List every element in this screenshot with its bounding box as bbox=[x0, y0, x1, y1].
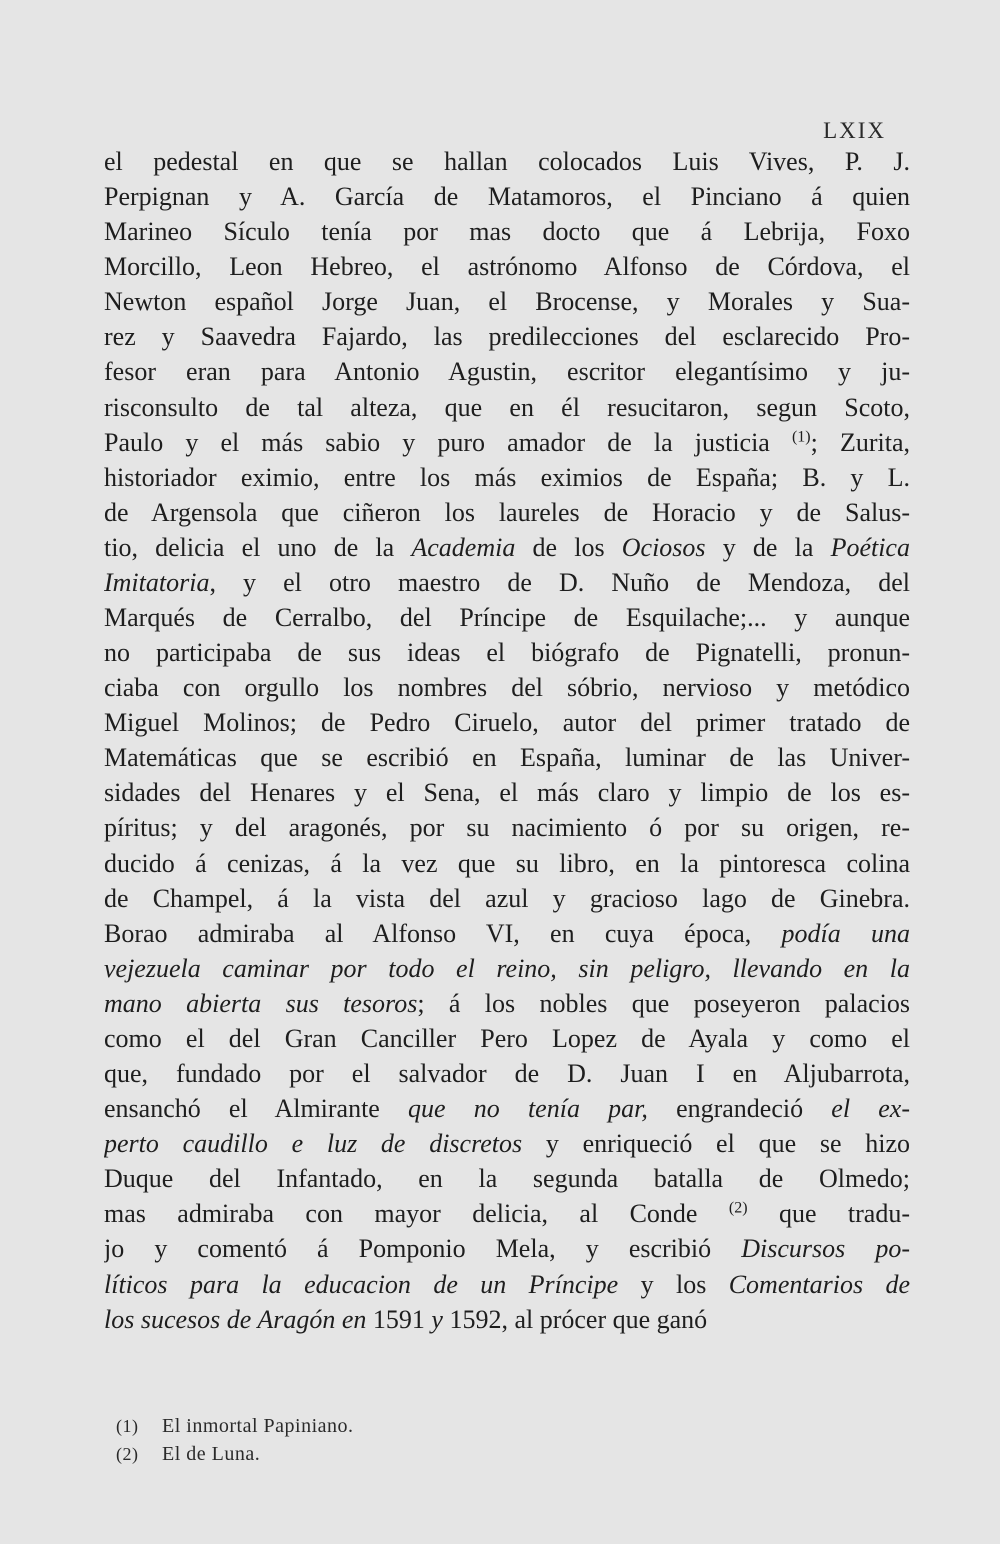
text-line bbox=[104, 249, 910, 284]
text-line bbox=[104, 1231, 910, 1266]
footnote-mark: (2) bbox=[116, 1444, 139, 1464]
text-line bbox=[104, 810, 910, 845]
text-line bbox=[104, 635, 910, 670]
text-segment: que tradu- bbox=[747, 1199, 910, 1229]
text-line bbox=[104, 144, 910, 179]
text-line bbox=[104, 951, 910, 986]
text-line bbox=[104, 881, 910, 916]
text-segment: Paulo y el más sabio y puro amador de la justicia bbox=[104, 427, 792, 457]
text-segment: tio, delicia el uno de la bbox=[104, 532, 412, 562]
text-segment: ; á los nobles que poseyeron palacios bbox=[417, 988, 910, 1018]
text-segment: Perpignan y A. García de Matamoros, el Pinciano á quien bbox=[104, 182, 910, 212]
text-segment: ensanchó el Almirante bbox=[104, 1094, 409, 1124]
text-segment: no participaba de sus ideas el biógrafo de Pignatelli, pronun- bbox=[104, 638, 910, 668]
text-line bbox=[104, 495, 910, 530]
text-segment: ciaba con orgullo los nombres del sóbrio, nervioso y metódico bbox=[104, 673, 910, 703]
footnote-mark: (1) bbox=[116, 1416, 139, 1436]
text-segment: píritus; y del aragonés, por su nacimiento ó por su origen, re- bbox=[104, 813, 910, 843]
italic-text: perto caudillo e luz de discretos bbox=[104, 1129, 523, 1159]
footnote bbox=[116, 1412, 716, 1440]
text-line bbox=[104, 425, 910, 460]
text-segment: como el del Gran Canciller Pero Lopez de Ayala y como el bbox=[104, 1023, 910, 1053]
footnote-text: El de Luna. bbox=[162, 1443, 261, 1465]
text-line bbox=[104, 530, 910, 565]
italic-text: Discursos po- bbox=[741, 1234, 910, 1264]
italic-text: el ex- bbox=[831, 1094, 910, 1124]
text-segment: de Champel, á la vista del azul y gracioso lago de Ginebra. bbox=[104, 883, 910, 913]
text-segment: Matemáticas que se escribió en España, luminar de las Univer- bbox=[104, 743, 910, 773]
italic-text: Poética bbox=[830, 532, 910, 562]
footnote bbox=[116, 1440, 716, 1468]
text-segment: y los bbox=[618, 1269, 729, 1299]
text-segment: Marqués de Cerralbo, del Príncipe de Esquilache;... y aunque bbox=[104, 603, 910, 633]
text-segment: mas admiraba con mayor delicia, al Conde bbox=[104, 1199, 729, 1229]
italic-text: líticos para la educacion de un Príncipe bbox=[104, 1269, 619, 1299]
text-segment: engrandeció bbox=[647, 1094, 832, 1124]
text-line bbox=[104, 460, 910, 495]
text-segment: sidades del Henares y el Sena, el más claro y limpio de los es- bbox=[104, 778, 910, 808]
text-line bbox=[104, 670, 910, 705]
text-line bbox=[104, 284, 910, 319]
text-segment: Newton español Jorge Juan, el Brocense, y Morales y Sua- bbox=[104, 287, 910, 317]
italic-text: los sucesos de Aragón en bbox=[104, 1304, 367, 1334]
italic-text: Comentarios de bbox=[728, 1269, 910, 1299]
text-line bbox=[104, 1267, 910, 1302]
footnote-reference: (1) bbox=[791, 427, 811, 445]
italic-text: vejezuela caminar por todo el reino, sin peligro, llevando en la bbox=[104, 953, 910, 983]
text-segment: Marineo Sículo tenía por mas docto que á Lebrija, Foxo bbox=[104, 217, 910, 247]
text-segment: historiador eximio, entre los más eximios de España; B. y L. bbox=[104, 462, 910, 492]
text-segment: , y el otro maestro de D. Nuño de Mendoza, del bbox=[209, 567, 910, 597]
text-segment: y enriqueció el que se hizo bbox=[522, 1129, 910, 1159]
text-segment: fesor eran para Antonio Agustin, escritor elegantísimo y ju- bbox=[104, 357, 910, 387]
text-line bbox=[104, 1126, 910, 1161]
page-number: LXIX bbox=[823, 118, 886, 143]
text-line bbox=[104, 740, 910, 775]
text-line bbox=[104, 319, 910, 354]
text-line bbox=[104, 390, 910, 425]
text-line bbox=[104, 916, 910, 951]
text-segment: ; Zurita, bbox=[810, 427, 910, 457]
text-line bbox=[104, 1196, 910, 1231]
text-line bbox=[104, 705, 910, 740]
text-line bbox=[104, 214, 910, 249]
text-line bbox=[104, 179, 910, 214]
text-segment: rez y Saavedra Fajardo, las predilecciones del esclarecido Pro- bbox=[104, 322, 910, 352]
text-segment: 1591 bbox=[366, 1304, 432, 1334]
text-segment: Borao admiraba al Alfonso VI, en cuya época, bbox=[104, 918, 782, 948]
text-line bbox=[104, 986, 910, 1021]
footnote-text: El inmortal Papiniano. bbox=[162, 1415, 354, 1437]
text-segment: jo y comentó á Pomponio Mela, y escribió bbox=[104, 1234, 742, 1264]
text-line bbox=[104, 1302, 910, 1337]
italic-text: Ociosos bbox=[621, 532, 706, 562]
italic-text: podía una bbox=[781, 918, 910, 948]
italic-text: y bbox=[431, 1304, 443, 1334]
text-line bbox=[104, 354, 910, 389]
text-segment: que, fundado por el salvador de D. Juan I en Aljubarrota, bbox=[104, 1059, 910, 1089]
text-segment: ducido á cenizas, á la vez que su libro, en la pintoresca colina bbox=[104, 848, 910, 878]
italic-text: Imitatoria bbox=[104, 567, 210, 597]
text-segment: de los bbox=[515, 532, 622, 562]
footnote-reference: (2) bbox=[728, 1199, 748, 1217]
text-segment: Duque del Infantado, en la segunda batalla de Olmedo; bbox=[104, 1164, 910, 1194]
italic-text: Academia bbox=[411, 532, 516, 562]
text-segment: de Argensola que ciñeron los laureles de Horacio y de Salus- bbox=[104, 497, 910, 527]
body-text bbox=[104, 144, 910, 1337]
text-segment: 1592, al prócer que ganó bbox=[442, 1304, 708, 1334]
text-segment: y de la bbox=[705, 532, 831, 562]
text-segment: Miguel Molinos; de Pedro Ciruelo, autor del primer tratado de bbox=[104, 708, 910, 738]
text-line bbox=[104, 1021, 910, 1056]
text-line bbox=[104, 1161, 910, 1196]
italic-text: mano abierta sus tesoros bbox=[104, 988, 418, 1018]
text-line bbox=[104, 775, 910, 810]
text-line bbox=[104, 846, 910, 881]
text-line bbox=[104, 565, 910, 600]
text-segment: el pedestal en que se hallan colocados Luis Vives, P. J. bbox=[104, 147, 910, 176]
text-line bbox=[104, 1091, 910, 1126]
italic-text: que no tenía par, bbox=[408, 1094, 648, 1124]
text-segment: risconsulto de tal alteza, que en él resucitaron, segun Scoto, bbox=[104, 392, 910, 422]
text-line bbox=[104, 600, 910, 635]
text-line bbox=[104, 1056, 910, 1091]
footnotes bbox=[116, 1412, 716, 1468]
text-segment: Morcillo, Leon Hebreo, el astrónomo Alfonso de Córdova, el bbox=[104, 252, 910, 282]
